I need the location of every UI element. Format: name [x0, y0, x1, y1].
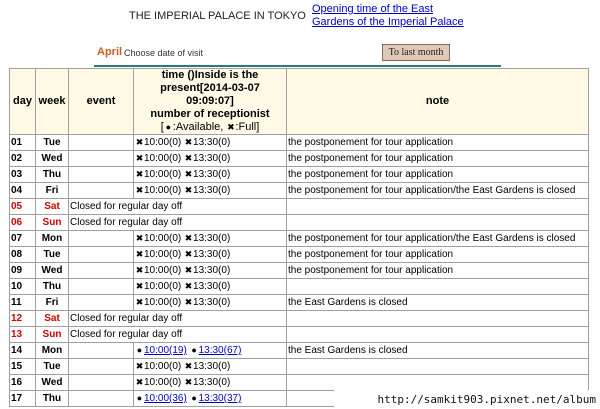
table-row	[10, 135, 589, 151]
opening-time-link-line1: Opening time of the East	[312, 3, 434, 15]
event-cell	[69, 167, 134, 183]
note-cell	[287, 359, 589, 375]
note-cell: the postponement for tour application	[287, 151, 589, 167]
legend-full: :Full]	[235, 121, 260, 133]
day-cell: 05	[10, 199, 36, 215]
circle-icon: ●	[191, 345, 197, 355]
table-row	[10, 311, 589, 327]
table-row	[10, 295, 589, 311]
circle-icon: ●	[136, 393, 143, 403]
circle-icon: ●	[191, 393, 197, 403]
week-cell: Fri	[36, 183, 69, 199]
week-cell: Sat	[36, 311, 69, 327]
x-mark-icon: ✖	[135, 169, 144, 179]
table-row	[10, 231, 589, 247]
note-cell	[287, 375, 589, 391]
event-cell	[69, 135, 134, 151]
x-mark-icon: ✖	[184, 265, 193, 275]
x-mark-icon: ✖	[135, 137, 144, 147]
day-cell: 16	[10, 375, 36, 391]
event-cell	[69, 183, 134, 199]
event-cell	[69, 359, 134, 375]
slot-morning[interactable]: 10:00(36)	[144, 393, 187, 404]
note-cell: the postponement for tour application	[287, 135, 589, 151]
time-cell	[134, 183, 287, 199]
table-row	[10, 263, 589, 279]
day-cell: 03	[10, 167, 36, 183]
slot-morning: 10:00(0)	[144, 153, 182, 164]
time-header	[134, 69, 287, 135]
time-cell	[134, 247, 287, 263]
time-header-line3: number of receptionist	[150, 108, 270, 120]
circle-icon: ●	[136, 345, 143, 355]
day-cell: 06	[10, 215, 36, 231]
note-cell: the postponement for tour application	[287, 167, 589, 183]
slot-afternoon: 13:30(0)	[193, 169, 231, 180]
x-mark-icon: ✖	[135, 377, 144, 387]
x-mark-icon: ✖	[135, 233, 144, 243]
closed-cell: Closed for regular day off	[69, 327, 287, 343]
table-row	[10, 183, 589, 199]
x-mark-icon: ✖	[184, 169, 193, 179]
table-row	[10, 199, 589, 215]
day-header: day	[10, 69, 36, 135]
slot-morning: 10:00(0)	[144, 281, 182, 292]
day-cell: 07	[10, 231, 36, 247]
note-cell	[287, 327, 589, 343]
slot-morning: 10:00(0)	[144, 361, 182, 372]
day-cell: 14	[10, 343, 36, 359]
week-cell: Wed	[36, 263, 69, 279]
event-cell	[69, 263, 134, 279]
event-cell	[69, 231, 134, 247]
x-mark-icon: ✖	[135, 249, 144, 259]
choose-date-label: Choose date of visit	[124, 48, 204, 58]
closed-cell: Closed for regular day off	[69, 199, 287, 215]
slot-morning: 10:00(0)	[144, 249, 182, 260]
x-mark-icon: ✖	[184, 249, 193, 259]
page-title: THE IMPERIAL PALACE IN TOKYO	[129, 10, 306, 22]
day-cell: 01	[10, 135, 36, 151]
table-row	[10, 167, 589, 183]
watermark: http://samkit903.pixnet.net/album	[334, 390, 600, 409]
slot-afternoon: 13:30(0)	[193, 281, 231, 292]
event-cell	[69, 279, 134, 295]
time-cell	[134, 135, 287, 151]
event-header: event	[69, 69, 134, 135]
week-cell: Sun	[36, 215, 69, 231]
week-cell: Tue	[36, 135, 69, 151]
time-cell	[134, 359, 287, 375]
week-cell: Wed	[36, 151, 69, 167]
event-cell	[69, 295, 134, 311]
slot-morning: 10:00(0)	[144, 185, 182, 196]
time-header-line1: time ()Inside is the	[161, 69, 259, 81]
table-row	[10, 375, 589, 391]
slot-afternoon: 13:30(0)	[193, 137, 231, 148]
week-cell: Wed	[36, 375, 69, 391]
slot-afternoon: 13:30(0)	[193, 233, 231, 244]
day-cell: 13	[10, 327, 36, 343]
note-cell: the postponement for tour application/the East Gardens is closed	[287, 183, 589, 199]
x-mark-icon: ✖	[184, 153, 193, 163]
week-cell: Mon	[36, 343, 69, 359]
time-cell	[134, 167, 287, 183]
legend	[161, 121, 260, 133]
slot-afternoon[interactable]: 13:30(37)	[198, 393, 242, 404]
week-cell: Thu	[36, 391, 69, 407]
x-mark-icon: ✖	[184, 233, 193, 243]
table-row	[10, 247, 589, 263]
x-mark-icon: ✖	[227, 122, 235, 132]
time-cell	[134, 375, 287, 391]
event-cell	[69, 247, 134, 263]
slot-morning: 10:00(0)	[144, 233, 182, 244]
note-cell	[287, 215, 589, 231]
slot-morning: 10:00(0)	[144, 297, 182, 308]
table-row	[10, 343, 589, 359]
slot-afternoon: 13:30(0)	[193, 377, 231, 388]
slot-afternoon: 13:30(0)	[193, 185, 231, 196]
legend-available: :Available,	[172, 121, 224, 133]
time-cell	[134, 263, 287, 279]
day-cell: 15	[10, 359, 36, 375]
month-label: April	[97, 46, 123, 58]
note-cell: the postponement for tour application	[287, 263, 589, 279]
day-cell: 09	[10, 263, 36, 279]
opening-time-link[interactable]	[312, 3, 464, 29]
x-mark-icon: ✖	[184, 185, 193, 195]
table-header-row	[10, 69, 589, 135]
note-cell	[287, 311, 589, 327]
week-cell: Tue	[36, 359, 69, 375]
day-cell: 02	[10, 151, 36, 167]
slot-morning: 10:00(0)	[144, 377, 182, 388]
x-mark-icon: ✖	[184, 281, 193, 291]
x-mark-icon: ✖	[184, 377, 193, 387]
time-cell	[134, 231, 287, 247]
month-bar	[94, 44, 501, 67]
day-cell: 08	[10, 247, 36, 263]
time-cell	[134, 391, 287, 407]
circle-icon: ●	[165, 122, 172, 132]
slot-afternoon: 13:30(0)	[193, 249, 231, 260]
event-cell	[69, 375, 134, 391]
x-mark-icon: ✖	[135, 361, 144, 371]
day-cell: 10	[10, 279, 36, 295]
week-cell: Mon	[36, 231, 69, 247]
slot-afternoon[interactable]: 13:30(67)	[198, 345, 242, 356]
note-cell: the postponement for tour application/the East Gardens is closed	[287, 231, 589, 247]
note-cell: the East Gardens is closed	[287, 295, 589, 311]
week-header: week	[36, 69, 69, 135]
opening-time-link-line2: Gardens of the Imperial Palace	[312, 16, 464, 28]
note-cell	[287, 199, 589, 215]
time-cell	[134, 151, 287, 167]
week-cell: Thu	[36, 279, 69, 295]
day-cell: 04	[10, 183, 36, 199]
x-mark-icon: ✖	[135, 281, 144, 291]
x-mark-icon: ✖	[135, 265, 144, 275]
slot-afternoon: 13:30(0)	[193, 297, 231, 308]
table-row	[10, 279, 589, 295]
slot-afternoon: 13:30(0)	[193, 361, 231, 372]
day-cell: 17	[10, 391, 36, 407]
time-header-line2: present[2014-03-07 09:09:07]	[160, 82, 260, 107]
x-mark-icon: ✖	[135, 185, 144, 195]
event-cell	[69, 151, 134, 167]
day-cell: 12	[10, 311, 36, 327]
note-cell: the postponement for tour application	[287, 247, 589, 263]
slot-morning: 10:00(0)	[144, 137, 182, 148]
week-cell: Sat	[36, 199, 69, 215]
table-row	[10, 151, 589, 167]
x-mark-icon: ✖	[135, 297, 144, 307]
week-cell: Thu	[36, 167, 69, 183]
table-row	[10, 359, 589, 375]
legend-open: [	[160, 121, 164, 133]
last-month-button[interactable]: To last month	[382, 44, 450, 61]
week-cell: Tue	[36, 247, 69, 263]
slot-afternoon: 13:30(0)	[193, 265, 231, 276]
day-cell: 11	[10, 295, 36, 311]
note-header: note	[287, 69, 589, 135]
slot-morning[interactable]: 10:00(19)	[144, 345, 187, 356]
week-cell: Sun	[36, 327, 69, 343]
week-cell: Fri	[36, 295, 69, 311]
reservation-table	[9, 68, 589, 407]
table-row	[10, 327, 589, 343]
event-cell	[69, 343, 134, 359]
closed-cell: Closed for regular day off	[69, 215, 287, 231]
x-mark-icon: ✖	[135, 153, 144, 163]
closed-cell: Closed for regular day off	[69, 311, 287, 327]
slot-morning: 10:00(0)	[144, 169, 182, 180]
slot-afternoon: 13:30(0)	[193, 153, 231, 164]
note-cell	[287, 279, 589, 295]
time-cell	[134, 343, 287, 359]
x-mark-icon: ✖	[184, 361, 193, 371]
x-mark-icon: ✖	[184, 137, 193, 147]
slot-morning: 10:00(0)	[144, 265, 182, 276]
note-cell: the East Gardens is closed	[287, 343, 589, 359]
time-cell	[134, 279, 287, 295]
event-cell	[69, 391, 134, 407]
time-cell	[134, 295, 287, 311]
x-mark-icon: ✖	[184, 297, 193, 307]
table-row	[10, 215, 589, 231]
